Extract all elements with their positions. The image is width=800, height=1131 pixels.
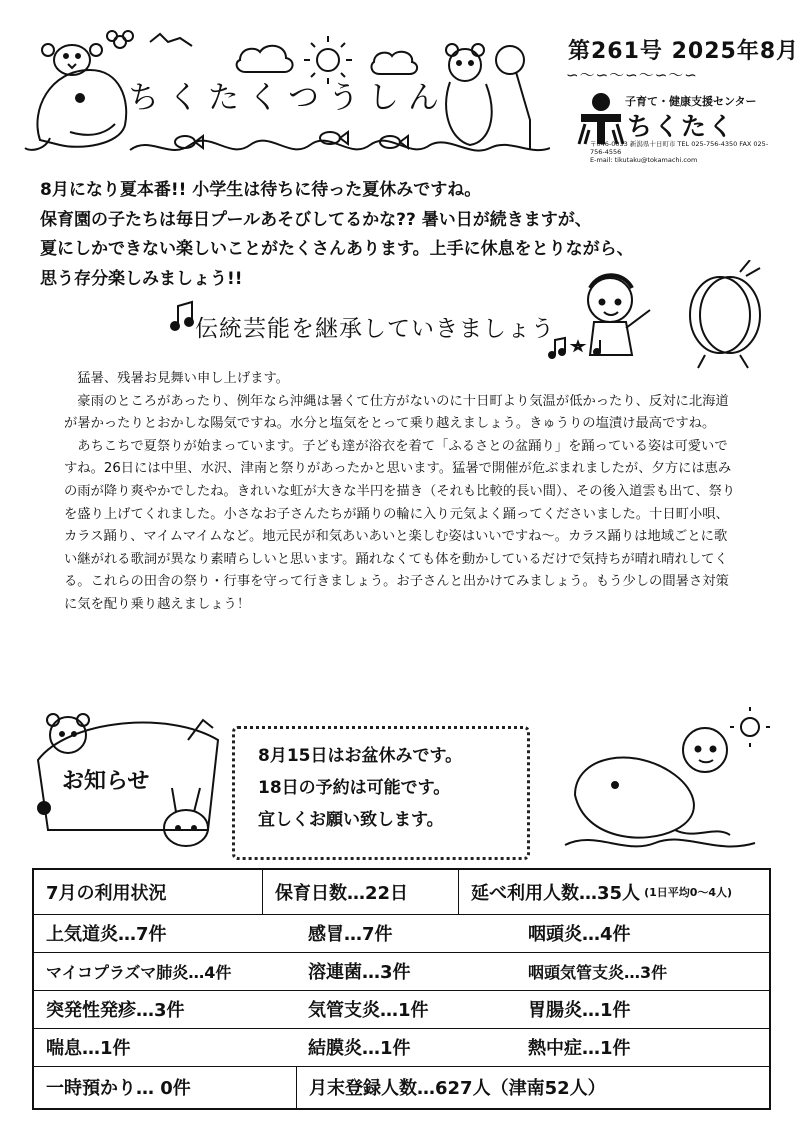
table-row [34,1066,769,1108]
child-icon [588,275,650,355]
taiko-drummer-illustration [540,260,780,370]
article-body [64,368,736,617]
table-cell: マイコプラズマ肺炎…4件 [46,962,232,982]
fish-icon [175,132,408,148]
cloud-icon [237,46,293,72]
org-address: 〒046-0033 新潟県十日町市 TEL 025-756-4350 FAX 025-756-4556 [590,140,769,156]
intro-line: 夏にしかできない楽しいことがたくさんあります。上手に休息をとりながら、 [40,239,634,259]
table-cell: 結膜炎…1件 [308,1038,411,1059]
table-cell: 気管支炎…1件 [308,1000,429,1021]
usage-title: 7月の利用状況 [46,883,167,904]
intro-line: 保育園の子たちは毎日プールあそびしてるかな?? 暑い日が続きますが、 [40,209,592,230]
table-cell: 咽頭気管支炎…3件 [528,962,668,982]
article-paragraph: あちこちで夏祭りが始まっています。子ども達が浴衣を着て「ふるさとの盆踊り」を踊っている姿は可愛いですね。26日には中里、水沢、津南と祭りがあったかと思います。猛暑で開催が危ぶまれましたが、夕方には恵みの雨が降り爽やかでしたね。きれいな虹が大きな半円を描き（それも比較的長い間）、その後入道雲も出て、祭りを盛り上げてくれました。小さなお子さんたちが踊りの輪に入り元気よく踊ってくださいました。十日町小唄、カラス踊り、マイムマイムなど。地元民が和気あいあいと楽しむ姿はいいですね〜。カラス踊りは地域ごとに歌い継がれる歌詞が異なり素晴らしいと思います。踊れなくても体を動かしているだけで気持ちが晴れ晴れしてくる。これらの田舎の祭り・行事を守って行きましょう。お子さんと出かけてみましょう。もう少しの間暑さ対策に気を配り乗り越えましょう！ [64,438,736,612]
table-cell: 溶連菌…3件 [308,962,411,983]
issue-label: 第261号 2025年8月 [568,39,800,64]
table-row [34,914,769,953]
music-note-icon [170,300,198,332]
taiko-drum-icon [690,260,760,368]
bunny-icon [164,788,208,846]
org-subtitle: 子育て・健康支援センター [625,95,757,108]
intro-line: 思う存分楽しみましょう!! [40,268,243,289]
whale-illustration [555,705,775,855]
table-cell: 胃腸炎…1件 [528,1000,631,1021]
sun-icon [730,707,770,747]
shower-icon [496,46,530,150]
article-paragraph: 豪雨のところがあったり、例年なら沖縄は暑くて仕方がないのに十日町より気温が低かったり、反対に北海道が暑かったりとおかしな陽気ですね。水分と塩気をとって乗り越えましょう。きゅうりの塩漬け最高ですね。 [64,393,729,432]
article-heading: 伝統芸能を継承していきましょう [195,316,555,342]
notice-line: 8月15日はお盆休みです。 [258,746,463,766]
total-users [458,870,769,914]
notice-line: 18日の予約は可能です。 [258,778,451,798]
notice-line: 宜しくお願い致します。 [258,810,444,830]
table-cell: 熱中症…1件 [528,1038,631,1059]
daily-average: (1日平均0〜4人) [644,886,733,899]
notice-text [258,740,462,836]
registered-count: 月末登録人数…627人（津南52人） [296,1066,769,1108]
wave-line [565,840,755,847]
table-row [34,952,769,991]
child-icon [683,728,727,772]
bear-icon [47,714,89,753]
usage-table [32,868,771,1110]
dolphin-icon [25,70,126,150]
article-paragraph: 猛暑、残暑お見舞い申し上げます。 [77,371,289,386]
flower-icon [107,31,133,48]
notice-label: お知らせ [62,769,150,794]
star-icon [573,342,583,350]
pin-icon [188,720,213,740]
table-row [34,990,769,1029]
table-row [34,1028,769,1067]
table-row [34,870,769,915]
total-users-value: 延べ利用人数…35人 [471,883,641,904]
bear-icon [446,44,492,145]
org-name: ちくたく [627,112,736,141]
newsletter-title: ちくたくつうしん [128,80,448,116]
care-days: 保育日数…22日 [262,870,458,914]
whale-icon [575,758,730,838]
org-contact [590,140,770,164]
org-email: E-mail: tikutaku@tokamachi.com [590,156,698,164]
temporary-care: 一時預かり… 0件 [46,1078,191,1099]
table-cell: 突発性発疹…3件 [46,1000,185,1021]
intro-line: 8月になり夏本番!! 小学生は待ちに待った夏休みですね。 [40,180,482,200]
bird-icon [150,34,192,46]
table-cell: 喘息…1件 [46,1038,131,1059]
table-cell: 咽頭炎…4件 [528,924,631,945]
fish-wave-decoration: ∽〜∽〜∽〜∽〜∽ [566,66,698,84]
table-cell: 上気道炎…7件 [46,924,167,945]
table-cell: 感冒…7件 [308,924,393,945]
cloud-icon [372,52,418,74]
